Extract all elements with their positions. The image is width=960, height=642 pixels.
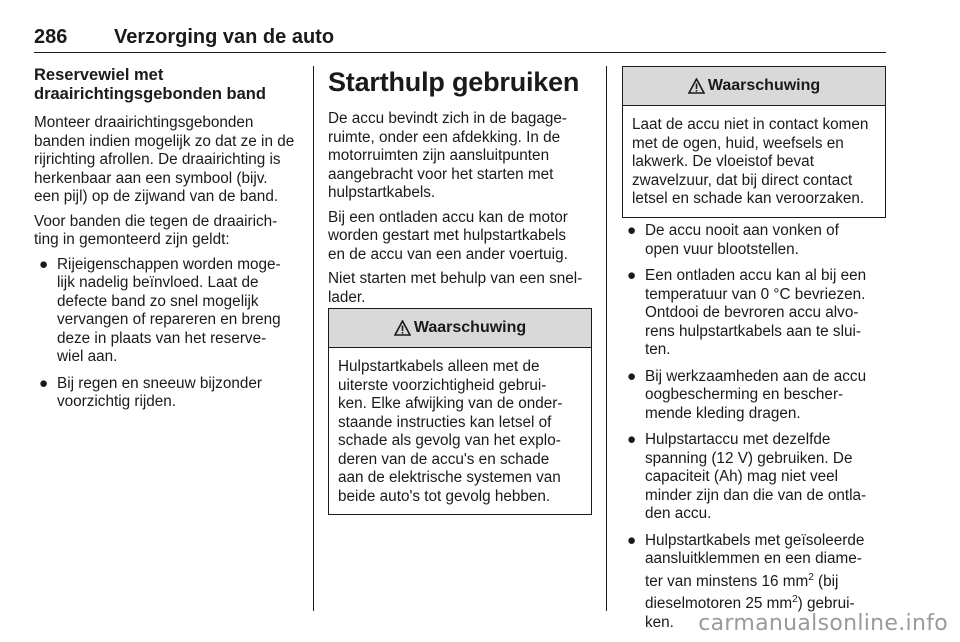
warning-header <box>329 309 591 348</box>
warning-title: Waarschuwing <box>413 319 527 336</box>
bullet-icon: ● <box>627 531 637 549</box>
paragraph-directional-tyres: Monteer draairichtingsgebonden banden indien mogelijk zo dat ze in de rijrichting afrollen. De draairichting is herkenbaar aan een symbool (bijv. een pijl) op de zijwand van de band. <box>34 114 295 205</box>
warning-header <box>623 67 885 106</box>
list-item: ● Rijeigenschappen worden moge- lijk nadelig beïnvloed. Laat de defecte band zo snel mogelijk vervangen of repareren en breng deze in plaats van het reserve- wiel aan. <box>39 255 281 365</box>
paragraph-reverse-mounted: Voor banden die tegen de draairich- ting in gemonteerd zijn geldt: <box>34 212 278 248</box>
paragraph-discharged-battery: Bij een ontladen accu kan de motor worden gestart met hulpstartkabels en de accu van een ander voertuig. <box>328 208 568 263</box>
warning-title: Waarschuwing <box>707 77 821 94</box>
warning-box-acid <box>622 66 886 218</box>
bullet-list-left <box>34 256 304 412</box>
list-item: ● Hulpstartkabels met geïsoleerde aansluitklemmen en een diame- ter van minstens 16 $mm^2$ (bij dieselmotoren 25 $mm^2$) gebrui- ken. <box>627 531 865 631</box>
bullet-icon: ● <box>39 255 49 273</box>
bullet-icon: ● <box>627 222 637 239</box>
list-item: ● Bij regen en sneeuw bijzonder voorzichtig rijden. <box>39 374 262 410</box>
paragraph-battery-location: De accu bevindt zich in de bagage- ruimte, onder een afdekking. In de motorruimten zijn aansluitpunten aangebracht voor het starten met hulpstartkabels. <box>328 110 567 201</box>
section-heading-jump-start: Starthulp gebruiken <box>328 67 580 97</box>
bullet-icon: ● <box>627 267 637 284</box>
list-item: ● De accu nooit aan vonken of open vuur blootstellen. <box>627 222 839 258</box>
warning-icon <box>394 320 411 336</box>
bullet-icon: ● <box>627 431 637 448</box>
warning-icon <box>688 78 705 94</box>
bullet-icon: ● <box>39 374 49 392</box>
page-title: Verzorging van de auto <box>114 26 335 48</box>
page-header <box>34 24 886 53</box>
paragraph-no-fast-charger: Niet starten met behulp van een snel- lader. <box>328 270 583 306</box>
bullet-list-right <box>622 222 888 632</box>
bullet-icon: ● <box>627 367 637 385</box>
warning-text: Hulpstartkabels alleen met de uiterste voorzichtigheid gebrui- ken. Elke afwijking van de onder- staande instructies kan letsel of schade als gevolg van het explo- deren van de accu's en schade aan de elektrische systemen van beide auto's tot gevolg hebben. <box>338 358 563 505</box>
middle-column <box>328 66 594 313</box>
column-divider-left <box>313 66 314 611</box>
page-number: 286 <box>34 26 68 48</box>
section-heading-spare-wheel: Reservewiel met draairichtingsgebonden band <box>34 66 266 103</box>
warning-box-cables <box>328 308 592 515</box>
warning-text: Laat de accu niet in contact komen met de ogen, huid, weefsels en lakwerk. De vloeistof bevat zwavelzuur, dat bij direct contact letsel en schade kan veroorzaken. <box>632 116 869 207</box>
list-item: ● Bij werkzaamheden aan de accu oogbescherming en bescher- mende kleding dragen. <box>627 367 867 422</box>
left-column <box>34 66 304 420</box>
watermark: carmanualsonline.info <box>698 611 948 636</box>
list-item: ● Een ontladen accu kan al bij een temperatuur van 0 °C bevriezen. Ontdooi de bevroren accu alvo- rens hulpstartkabels aan te slui- ten. <box>627 267 867 358</box>
right-column <box>622 222 888 640</box>
column-divider-right <box>606 66 607 611</box>
list-item: ● Hulpstartaccu met dezelfde spanning (12 V) gebruiken. De capaciteit (Ah) mag niet veel minder zijn dan die van de ontla- den accu. <box>627 431 867 522</box>
